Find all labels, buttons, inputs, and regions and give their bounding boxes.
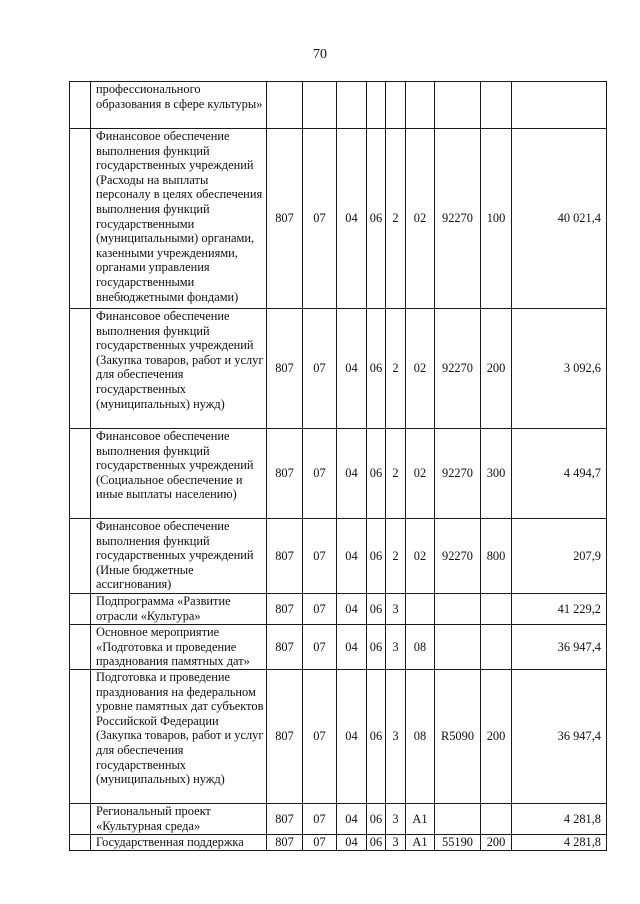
code-pr	[337, 82, 367, 129]
code-ved: 807	[267, 429, 303, 519]
blank-cell	[70, 519, 91, 594]
code-cs3: А1	[406, 835, 435, 851]
blank-cell	[70, 670, 91, 804]
row-name: Государственная поддержка	[91, 835, 267, 851]
row-name: Финансовое обеспечение выполнения функций государственных учреждений (Расходы на выплаты персоналу в целях обеспечения выполнения функций государственными (муниципальными) органами, казенными учреждениями, органами управления государственными внебюджетными фондами)	[91, 129, 267, 309]
code-rz: 07	[303, 309, 337, 429]
code-pr: 04	[337, 804, 367, 835]
code-cs4: 92270	[435, 519, 481, 594]
code-cs2: 2	[386, 309, 406, 429]
code-ved: 807	[267, 129, 303, 309]
code-cs2: 2	[386, 519, 406, 594]
table-row	[70, 835, 607, 851]
code-rz	[303, 82, 337, 129]
code-cs1: 06	[367, 670, 386, 804]
row-name: Основное мероприятие «Подготовка и проведение празднования памятных дат»	[91, 625, 267, 670]
code-vr: 200	[481, 670, 512, 804]
amount: 41 229,2	[512, 594, 607, 625]
blank-cell	[70, 835, 91, 851]
blank-cell	[70, 804, 91, 835]
code-cs3: А1	[406, 804, 435, 835]
code-vr	[481, 625, 512, 670]
row-name: профессионального образования в сфере культуры»	[91, 82, 267, 129]
row-name: Финансовое обеспечение выполнения функций государственных учреждений (Социальное обеспечение и иные выплаты населению)	[91, 429, 267, 519]
code-cs4: 92270	[435, 309, 481, 429]
code-vr: 200	[481, 309, 512, 429]
code-rz: 07	[303, 129, 337, 309]
code-pr: 04	[337, 429, 367, 519]
code-cs3: 08	[406, 625, 435, 670]
code-ved: 807	[267, 594, 303, 625]
amount: 4 494,7	[512, 429, 607, 519]
blank-cell	[70, 129, 91, 309]
code-cs1: 06	[367, 835, 386, 851]
amount: 207,9	[512, 519, 607, 594]
row-name: Подпрограмма «Развитие отрасли «Культура»	[91, 594, 267, 625]
code-cs4	[435, 594, 481, 625]
code-vr: 200	[481, 835, 512, 851]
code-cs1: 06	[367, 309, 386, 429]
table-row	[70, 804, 607, 835]
code-ved: 807	[267, 309, 303, 429]
code-cs3: 02	[406, 519, 435, 594]
code-vr	[481, 82, 512, 129]
table-row	[70, 309, 607, 429]
table-row	[70, 429, 607, 519]
code-cs1: 06	[367, 804, 386, 835]
code-ved: 807	[267, 835, 303, 851]
code-ved: 807	[267, 804, 303, 835]
row-name: Финансовое обеспечение выполнения функций государственных учреждений (Иные бюджетные ассигнования)	[91, 519, 267, 594]
code-cs4: 55190	[435, 835, 481, 851]
code-ved: 807	[267, 519, 303, 594]
code-cs2	[386, 82, 406, 129]
table-row	[70, 625, 607, 670]
amount: 40 021,4	[512, 129, 607, 309]
table-row	[70, 594, 607, 625]
amount: 3 092,6	[512, 309, 607, 429]
code-cs1: 06	[367, 519, 386, 594]
amount: 36 947,4	[512, 625, 607, 670]
code-vr: 300	[481, 429, 512, 519]
code-pr: 04	[337, 519, 367, 594]
code-pr: 04	[337, 594, 367, 625]
blank-cell	[70, 82, 91, 129]
code-cs1	[367, 82, 386, 129]
code-cs3: 02	[406, 129, 435, 309]
code-rz: 07	[303, 625, 337, 670]
code-cs4	[435, 804, 481, 835]
row-name: Финансовое обеспечение выполнения функций государственных учреждений (Закупка товаров, работ и услуг для обеспечения государственных (муниципальных) нужд)	[91, 309, 267, 429]
amount	[512, 82, 607, 129]
page-number: 70	[313, 47, 327, 62]
table-row	[70, 82, 607, 129]
code-rz: 07	[303, 594, 337, 625]
code-ved	[267, 82, 303, 129]
code-cs2: 3	[386, 594, 406, 625]
amount: 4 281,8	[512, 835, 607, 851]
code-pr: 04	[337, 625, 367, 670]
code-rz: 07	[303, 429, 337, 519]
code-cs2: 2	[386, 429, 406, 519]
code-cs1: 06	[367, 625, 386, 670]
code-cs3: 02	[406, 429, 435, 519]
code-cs2: 3	[386, 804, 406, 835]
blank-cell	[70, 309, 91, 429]
code-vr: 800	[481, 519, 512, 594]
code-cs3: 08	[406, 670, 435, 804]
blank-cell	[70, 625, 91, 670]
code-vr: 100	[481, 129, 512, 309]
row-name: Подготовка и проведение празднования на федеральном уровне памятных дат субъектов Российской Федерации (Закупка товаров, работ и услуг для обеспечения государственных (муниципальных) нужд)	[91, 670, 267, 804]
code-cs4	[435, 82, 481, 129]
table-row	[70, 519, 607, 594]
code-cs2: 3	[386, 835, 406, 851]
budget-table	[69, 81, 607, 851]
code-cs4: R5090	[435, 670, 481, 804]
code-pr: 04	[337, 835, 367, 851]
code-rz: 07	[303, 835, 337, 851]
code-rz: 07	[303, 804, 337, 835]
code-pr: 04	[337, 309, 367, 429]
code-vr	[481, 804, 512, 835]
code-vr	[481, 594, 512, 625]
code-cs4: 92270	[435, 129, 481, 309]
code-cs3	[406, 594, 435, 625]
code-cs2: 2	[386, 129, 406, 309]
amount: 36 947,4	[512, 670, 607, 804]
code-ved: 807	[267, 670, 303, 804]
code-cs1: 06	[367, 429, 386, 519]
code-pr: 04	[337, 670, 367, 804]
blank-cell	[70, 594, 91, 625]
row-name: Региональный проект «Культурная среда»	[91, 804, 267, 835]
code-cs2: 3	[386, 625, 406, 670]
code-ved: 807	[267, 625, 303, 670]
table-row	[70, 129, 607, 309]
code-cs2: 3	[386, 670, 406, 804]
code-rz: 07	[303, 519, 337, 594]
blank-cell	[70, 429, 91, 519]
code-cs4	[435, 625, 481, 670]
code-cs3	[406, 82, 435, 129]
code-cs1: 06	[367, 129, 386, 309]
code-pr: 04	[337, 129, 367, 309]
amount: 4 281,8	[512, 804, 607, 835]
code-cs3: 02	[406, 309, 435, 429]
code-cs1: 06	[367, 594, 386, 625]
table-row	[70, 670, 607, 804]
code-rz: 07	[303, 670, 337, 804]
code-cs4: 92270	[435, 429, 481, 519]
